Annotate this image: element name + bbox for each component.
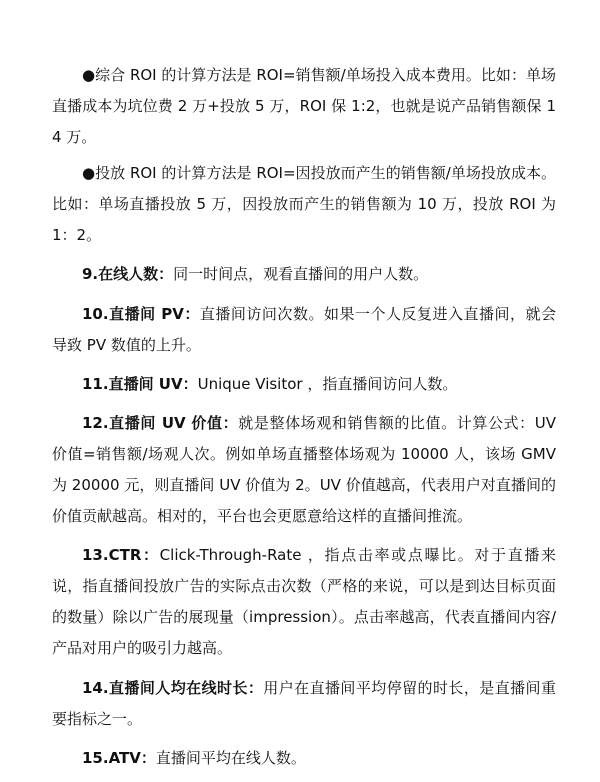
paragraph-atv [52, 743, 556, 774]
paragraph-term: 15.ATV： [82, 749, 156, 767]
paragraph-text: Click-Through-Rate ，指点击率或点曝比。对于直播来说，指直播间投放广告的实际点击次数（严格的来说，可以是到达目标页面的数量）除以广告的展现量（impression）。点击率越高，代表直播间内容/产品对用户的吸引力越高。 [52, 546, 556, 657]
paragraph-term: 9.在线人数： [82, 265, 174, 283]
paragraph-online-users [52, 259, 556, 290]
paragraph-term: 10.直播间 PV： [82, 305, 200, 323]
paragraph-text: Unique Visitor ，指直播间访问人数。 [197, 375, 458, 393]
paragraph-term: 11.直播间 UV： [82, 375, 198, 393]
paragraph-roi-ads [52, 158, 556, 251]
paragraph-uv [52, 369, 556, 400]
paragraph-text: 直播间平均在线人数。 [155, 749, 306, 767]
paragraph-term: 14.直播间人均在线时长： [82, 679, 264, 697]
paragraph-text: 用户在直播间平均停留的时长，是直播间重要指标之一。 [52, 679, 556, 728]
paragraph-uv-value [52, 408, 556, 532]
paragraph-text: ●综合 ROI 的计算方法是 ROI=销售额/单场投入成本费用。比如：单场直播成本为坑位费 2 万+投放 5 万，ROI 保 1:2，也就是说产品销售额保 14 万。 [52, 66, 556, 146]
paragraph-pv [52, 299, 556, 361]
paragraph-text: 同一时间点，观看直播间的用户人数。 [173, 265, 429, 283]
paragraph-term: 12.直播间 UV 价值： [82, 414, 239, 432]
paragraph-avg-online-time [52, 673, 556, 735]
paragraph-roi-composite [52, 60, 556, 153]
paragraph-text: ●投放 ROI 的计算方法是 ROI=因投放而产生的销售额/单场投放成本。比如：单场直播投放 5 万，因投放而产生的销售额为 10 万，投放 ROI 为 1：2。 [52, 164, 556, 244]
paragraph-text: 直播间访问次数。如果一个人反复进入直播间，就会导致 PV 数值的上升。 [52, 305, 556, 354]
paragraph-term: 13.CTR： [82, 546, 160, 564]
paragraph-text: 就是整体场观和销售额的比值。计算公式：UV 价值=销售额/场观人次。例如单场直播整体场观为 10000 人，该场 GMV 为 20000 元，则直播间 UV 价值为 2。UV 价值越高，代表用户对直播间的价值贡献越高。相对的，平台也会更愿意给这样的直播间推流。 [52, 414, 557, 525]
paragraph-ctr [52, 540, 556, 664]
